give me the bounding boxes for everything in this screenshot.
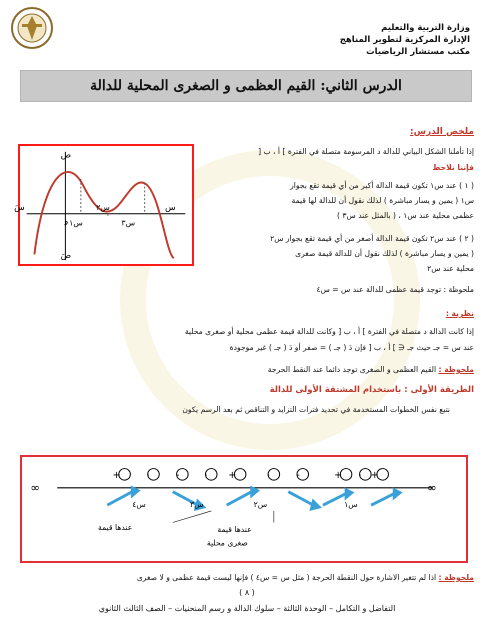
x-axis-neg-label: سَ <box>14 202 25 213</box>
x2-point-label: س٢ <box>253 500 268 510</box>
header-line-1: وزارة التربية والتعليم <box>381 23 470 33</box>
lesson-title: الدرس الثاني: القيم العظمى و الصغرى المحلية للدالة <box>90 78 402 94</box>
left-infinity: ∞ <box>30 480 40 495</box>
sign-plus-2 <box>228 469 246 482</box>
point2-line-b: ( يمين و يسار مباشرة ) لذلك نقول أن للدالة قيمة صغرى <box>295 249 474 258</box>
annotation-max-x2: عندها قيمة <box>217 525 252 535</box>
x3-label: س٣ <box>121 218 136 228</box>
point1-line-c: عظمى محلية عند س١ ، ( بالمثل عند س٣ ) <box>337 211 474 220</box>
point2-line-c: محلية عند س٢ <box>427 264 474 273</box>
svg-text:٠: ٠ <box>204 470 209 480</box>
annotation-max-x3: عندها قيمة <box>97 523 133 533</box>
sign-chart <box>20 455 468 563</box>
sign-plus-1 <box>113 469 131 482</box>
y-axis-label: ص <box>60 150 72 161</box>
x1-point-label: س١ <box>344 500 358 510</box>
summary-heading: ملخص الدرس: <box>409 127 474 137</box>
zero-at-x4 <box>146 469 159 481</box>
svg-text:+: + <box>228 470 237 482</box>
header-line-3: مكتب مستشار الرياضيات <box>366 47 470 57</box>
note-max-at-x4: ملحوظة : توجد قيمة عظمى للدالة عند س = س٤ <box>316 285 474 294</box>
header-line-2: الإدارة المركزية لتطوير المناهج <box>339 35 470 45</box>
note-no-sign-change <box>137 572 474 584</box>
x4-point-label: س٤ <box>132 500 146 510</box>
note3-text: اذا لم تتغير الاشارة حول النقطة الحرجة ( مثل س = س٤ ) فإنها ليست قيمة عظمى و لا صغرى <box>136 573 437 582</box>
note2-text: القيم العظمى و الصغرى توجد دائما عند النقط الحرجة <box>267 365 437 374</box>
svg-text:+: + <box>334 470 343 482</box>
sign-plus-4 <box>371 469 389 482</box>
notice-label: فإننا نلاحظ <box>432 163 474 172</box>
svg-text:+: + <box>370 470 379 482</box>
sign-minus-2 <box>296 469 308 482</box>
note-critical-points <box>268 364 474 376</box>
ministry-header <box>340 22 470 58</box>
svg-text:+: + <box>112 470 121 482</box>
zero-at-x2 <box>267 469 280 481</box>
origin-label: و <box>64 216 69 226</box>
point2-line-a: ( ٢ ) عند س٢ تكون قيمة الدالة أصغر من أي قيمة تقع بجوار س٢ <box>270 234 474 243</box>
x-axis-label: س <box>165 202 176 213</box>
lesson-title-bar <box>20 70 472 102</box>
svg-text:-: - <box>176 470 180 482</box>
note3-label: ملحوظة : <box>438 573 474 582</box>
svg-text:٠: ٠ <box>358 470 363 480</box>
intro-line: إذا تأملنا الشكل البياني للدالة د المرسومة متصلة في الفترة ] أ ، ب [ <box>258 147 474 156</box>
y-axis-neg-label: صَ <box>60 251 72 262</box>
theorem-label: نظرية : <box>445 309 474 318</box>
method-description: نتبع نفس الخطوات المستخدمة في تحديد فترات التزايد و التناقص ثم بعد الرسم يكون <box>182 405 450 414</box>
page-number: ( ٨ ) <box>239 588 255 597</box>
theorem-line-1: إذا كانت الدالة د متصلة في الفترة ] أ ، ب [ وكانت للدالة قيمة عظمى محلية أو صغرى محلية <box>184 327 474 336</box>
point1-line-b: س١ ( يمين و يسار مباشرة ) لذلك نقول أن للدالة لها قيمة <box>291 196 474 205</box>
svg-text:-: - <box>296 470 300 482</box>
x1-label: س١ <box>69 218 83 228</box>
annotation-local-min: صغرى محلية <box>206 538 248 548</box>
function-graph <box>14 144 194 266</box>
point1-line-a: ( ١ ) عند س١ تكون قيمة الدالة أكبر من أي قيمة تقع بجوار <box>290 181 474 190</box>
page-footer: التفاضل و التكامل – الوحدة الثالثة – سلوك الدالة و رسم المنحنيات – الصف الثالث الثانوي <box>98 604 396 613</box>
theorem-line-2: عند س = جـ حيث جـ ∈ ] أ ، ب [ فإن دَ ( جـ ) = صفر أو دَ ( جـ ) غير موجودة <box>229 343 474 352</box>
right-infinity: ∞ <box>426 480 437 495</box>
first-derivative-method: الطريقة الأولى : باستخدام المشتقة الأولى للدالة <box>269 385 474 395</box>
svg-text:٠: ٠ <box>266 470 271 480</box>
function-curve <box>34 172 173 258</box>
sign-minus-1 <box>176 469 188 482</box>
x3-point-label: س٣ <box>190 500 204 510</box>
note2-label: ملحوظة : <box>438 365 474 374</box>
ministry-logo <box>10 6 54 50</box>
zero-at-x3 <box>204 469 217 481</box>
x2-label: س٢ <box>96 202 110 212</box>
zero-at-x1 <box>358 469 371 481</box>
svg-text:٠: ٠ <box>146 470 151 480</box>
sign-plus-3 <box>334 469 352 482</box>
